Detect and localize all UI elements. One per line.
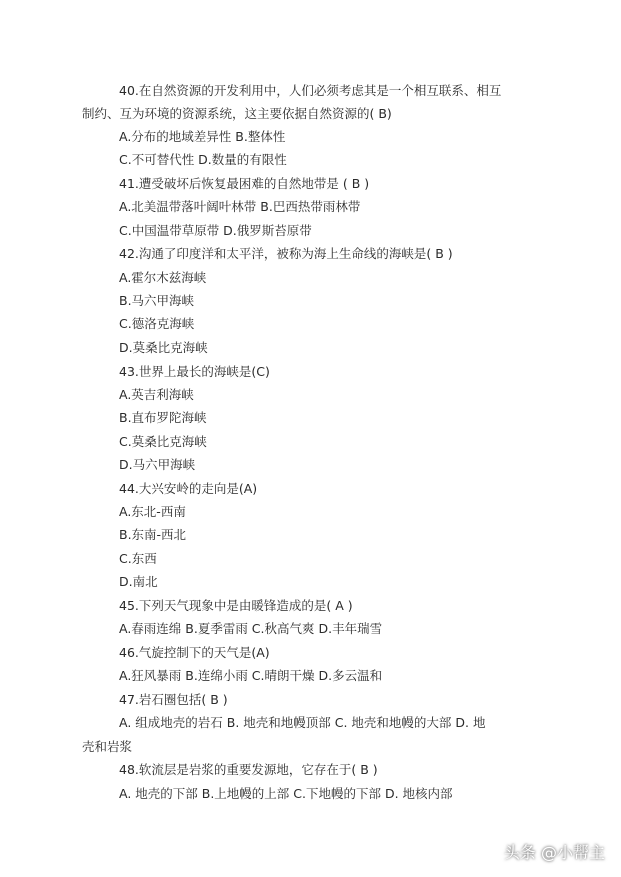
question-44-text: 44.大兴安岭的走向是(A)	[119, 481, 258, 496]
question-41-options-cd: C.中国温带草原带 D.俄罗斯苔原带	[119, 223, 312, 238]
question-44-option-a: A.东北-西南	[119, 504, 186, 519]
watermark: 头条 @小帮主	[503, 843, 605, 862]
question-45-text: 45.下列天气现象中是由暖锋造成的是( A )	[119, 598, 353, 613]
question-40-options-ab: A.分布的地域差异性 B.整体性	[119, 129, 286, 144]
question-47-options-line-2: 壳和岩浆	[82, 739, 133, 754]
question-46-text: 46.气旋控制下的天气是(A)	[119, 645, 270, 660]
question-42-option-c: C.德洛克海峡	[119, 316, 195, 331]
question-48-options: A. 地壳的下部 B.上地幔的上部 C.下地幔的下部 D. 地核内部	[119, 786, 453, 801]
question-46-options: A.狂风暴雨 B.连绵小雨 C.晴朗干燥 D.多云温和	[119, 668, 383, 683]
question-42-option-d: D.莫桑比克海峡	[119, 340, 208, 355]
question-43-option-a: A.英吉利海峡	[119, 387, 194, 402]
question-47-text: 47.岩石圈包括( B )	[119, 692, 228, 707]
question-40-line-2: 制约、互为环境的资源系统，这主要依据自然资源的( B)	[82, 106, 392, 121]
question-43-option-c: C.莫桑比克海峡	[119, 434, 207, 449]
question-43-option-d: D.马六甲海峡	[119, 457, 196, 472]
question-42-option-b: B.马六甲海峡	[119, 293, 195, 308]
question-45-options: A.春雨连绵 B.夏季雷雨 C.秋高气爽 D.丰年瑞雪	[119, 621, 383, 636]
question-42-option-a: A.霍尔木兹海峡	[119, 270, 207, 285]
question-44-option-b: B.东南-西北	[119, 527, 187, 542]
question-43-option-b: B.直布罗陀海峡	[119, 410, 207, 425]
question-43-text: 43.世界上最长的海峡是(C)	[119, 364, 270, 379]
question-40-options-cd: C.不可替代性 D.数量的有限性	[119, 152, 287, 167]
question-44-option-c: C.东西	[119, 551, 157, 566]
question-42-text: 42.沟通了印度洋和太平洋，被称为海上生命线的海峡是( B )	[119, 246, 453, 261]
question-48-text: 48.软流层是岩浆的重要发源地，它存在于( B )	[119, 762, 378, 777]
question-41-text: 41.遭受破坏后恢复最困难的自然地带是 ( B )	[119, 176, 370, 191]
question-44-option-d: D.南北	[119, 574, 158, 589]
question-47-options-line-1: A. 组成地壳的岩石 B. 地壳和地幔顶部 C. 地壳和地幔的大部 D. 地	[119, 715, 486, 730]
question-40-line-1: 40.在自然资源的开发利用中，人们必须考虑其是一个相互联系、相互	[119, 83, 502, 98]
question-41-options-ab: A.北美温带落叶阔叶林带 B.巴西热带雨林带	[119, 199, 361, 214]
